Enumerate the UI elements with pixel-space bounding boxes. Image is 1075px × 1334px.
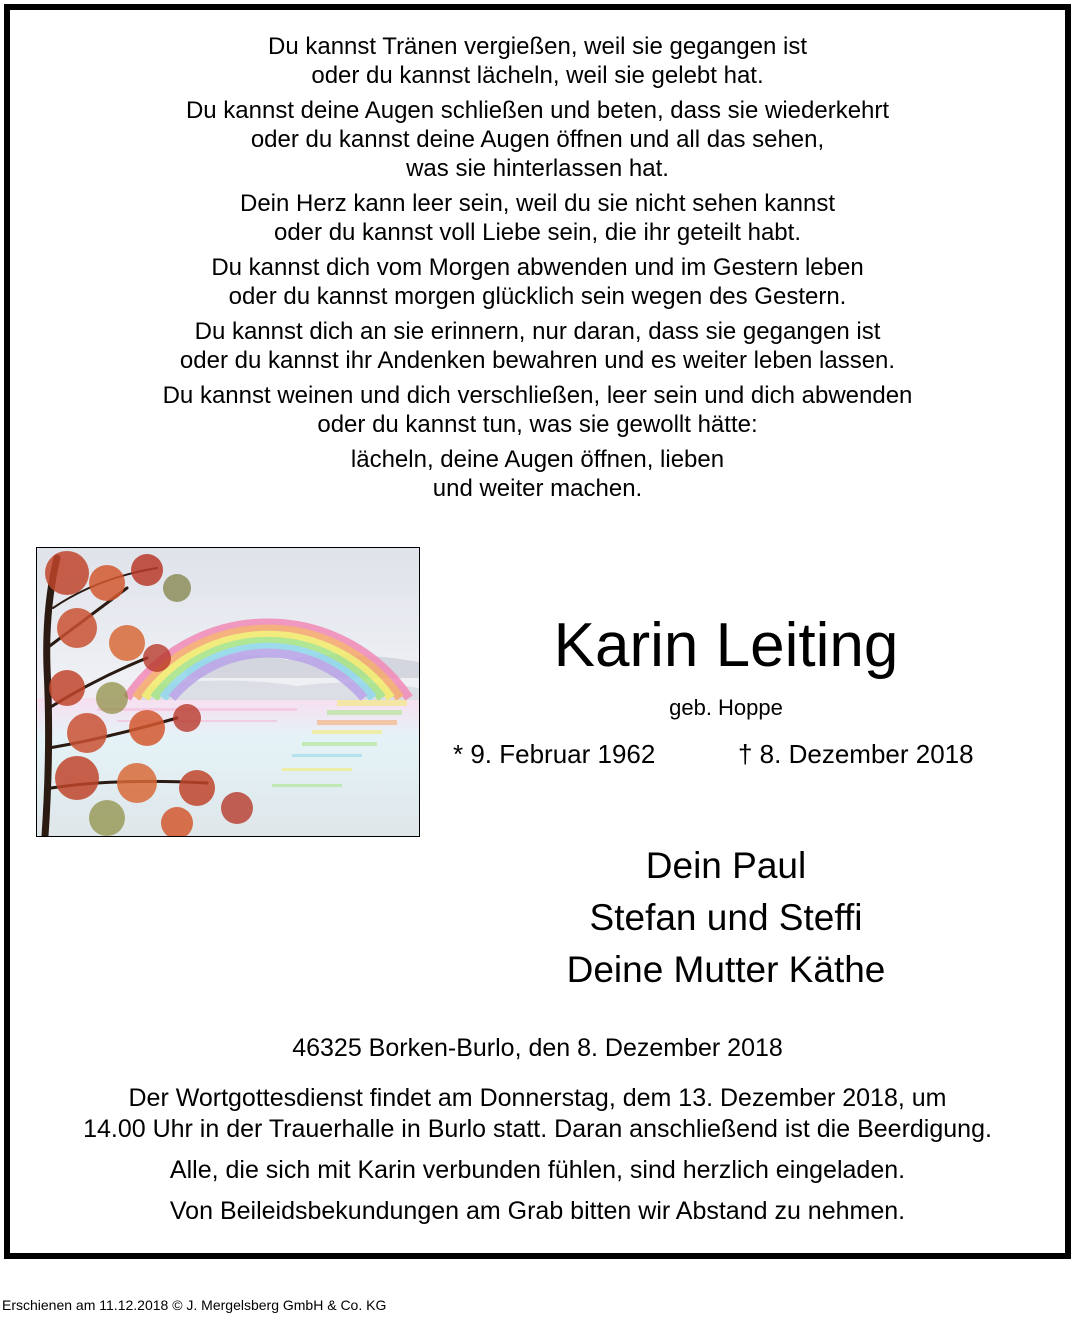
- poem-line: oder du kannst deine Augen öffnen und all das sehen,: [250, 126, 825, 153]
- death-date: † 8. Dezember 2018: [738, 739, 974, 769]
- poem-line: was sie hinterlassen hat.: [406, 155, 669, 182]
- poem-line: oder du kannst morgen glücklich sein wegen des Gestern.: [228, 283, 847, 310]
- place-date: 46325 Borken-Burlo, den 8. Dezember 2018: [292, 1034, 783, 1062]
- publication-footer: Erschienen am 11.12.2018 © J. Mergelsberg GmbH & Co. KG: [2, 1297, 387, 1313]
- poem-stanza: [10, 96, 1065, 183]
- poem-line: oder du kannst tun, was sie gewollt hätte:: [317, 411, 758, 438]
- condolence-request: Von Beileidsbekundungen am Grab bitten wir Abstand zu nehmen.: [169, 1197, 906, 1225]
- poem-line: Du kannst deine Augen schließen und beten, dass sie wiederkehrt: [185, 97, 890, 124]
- poem-line: oder du kannst lächeln, weil sie gelebt hat.: [311, 62, 764, 89]
- obituary-frame: [4, 4, 1071, 1259]
- deceased-name: Karin Leiting: [553, 611, 899, 680]
- poem-line: Dein Herz kann leer sein, weil du sie nicht sehen kannst: [240, 190, 835, 217]
- poem-line: Du kannst weinen und dich verschließen, leer sein und dich abwenden: [162, 382, 913, 409]
- poem-line: und weiter machen.: [432, 475, 643, 502]
- service-line: 14.00 Uhr in der Trauerhalle in Burlo statt. Daran anschließend ist die Beerdigung.: [83, 1115, 992, 1143]
- service-line: Der Wortgottesdienst findet am Donnerstag, dem 13. Dezember 2018, um: [128, 1084, 947, 1112]
- poem-line: oder du kannst ihr Andenken bewahren und es weiter leben lassen.: [179, 347, 896, 374]
- poem-line: lächeln, deine Augen öffnen, lieben: [350, 446, 725, 473]
- poem-line: oder du kannst voll Liebe sein, die ihr geteilt habt.: [273, 219, 801, 246]
- poem-stanza: [10, 32, 1065, 90]
- rainbow-tree-image: [36, 547, 420, 837]
- mourner: Deine Mutter Käthe: [566, 949, 886, 990]
- poem-line: Du kannst dich vom Morgen abwenden und im Gestern leben: [211, 254, 864, 281]
- poem-line: Du kannst Tränen vergießen, weil sie gegangen ist: [268, 33, 807, 60]
- poem-stanza: [10, 381, 1065, 439]
- rainbow-landscape-icon: [37, 548, 419, 836]
- poem-line: Du kannst dich an sie erinnern, nur daran, dass sie gegangen ist: [194, 318, 881, 345]
- maiden-name: geb. Hoppe: [669, 695, 783, 720]
- poem-stanza: [10, 317, 1065, 375]
- poem-stanza: [10, 189, 1065, 247]
- mourner: Stefan und Steffi: [589, 897, 863, 938]
- poem-stanza: [10, 445, 1065, 503]
- mourners-list: [420, 840, 1032, 996]
- service-info: [0, 1083, 1075, 1227]
- poem: [10, 32, 1065, 509]
- mourner: Dein Paul: [645, 845, 807, 886]
- poem-stanza: [10, 253, 1065, 311]
- invitation-text: Alle, die sich mit Karin verbunden fühlen, sind herzlich eingeladen.: [169, 1156, 906, 1184]
- birth-date: * 9. Februar 1962: [453, 739, 656, 769]
